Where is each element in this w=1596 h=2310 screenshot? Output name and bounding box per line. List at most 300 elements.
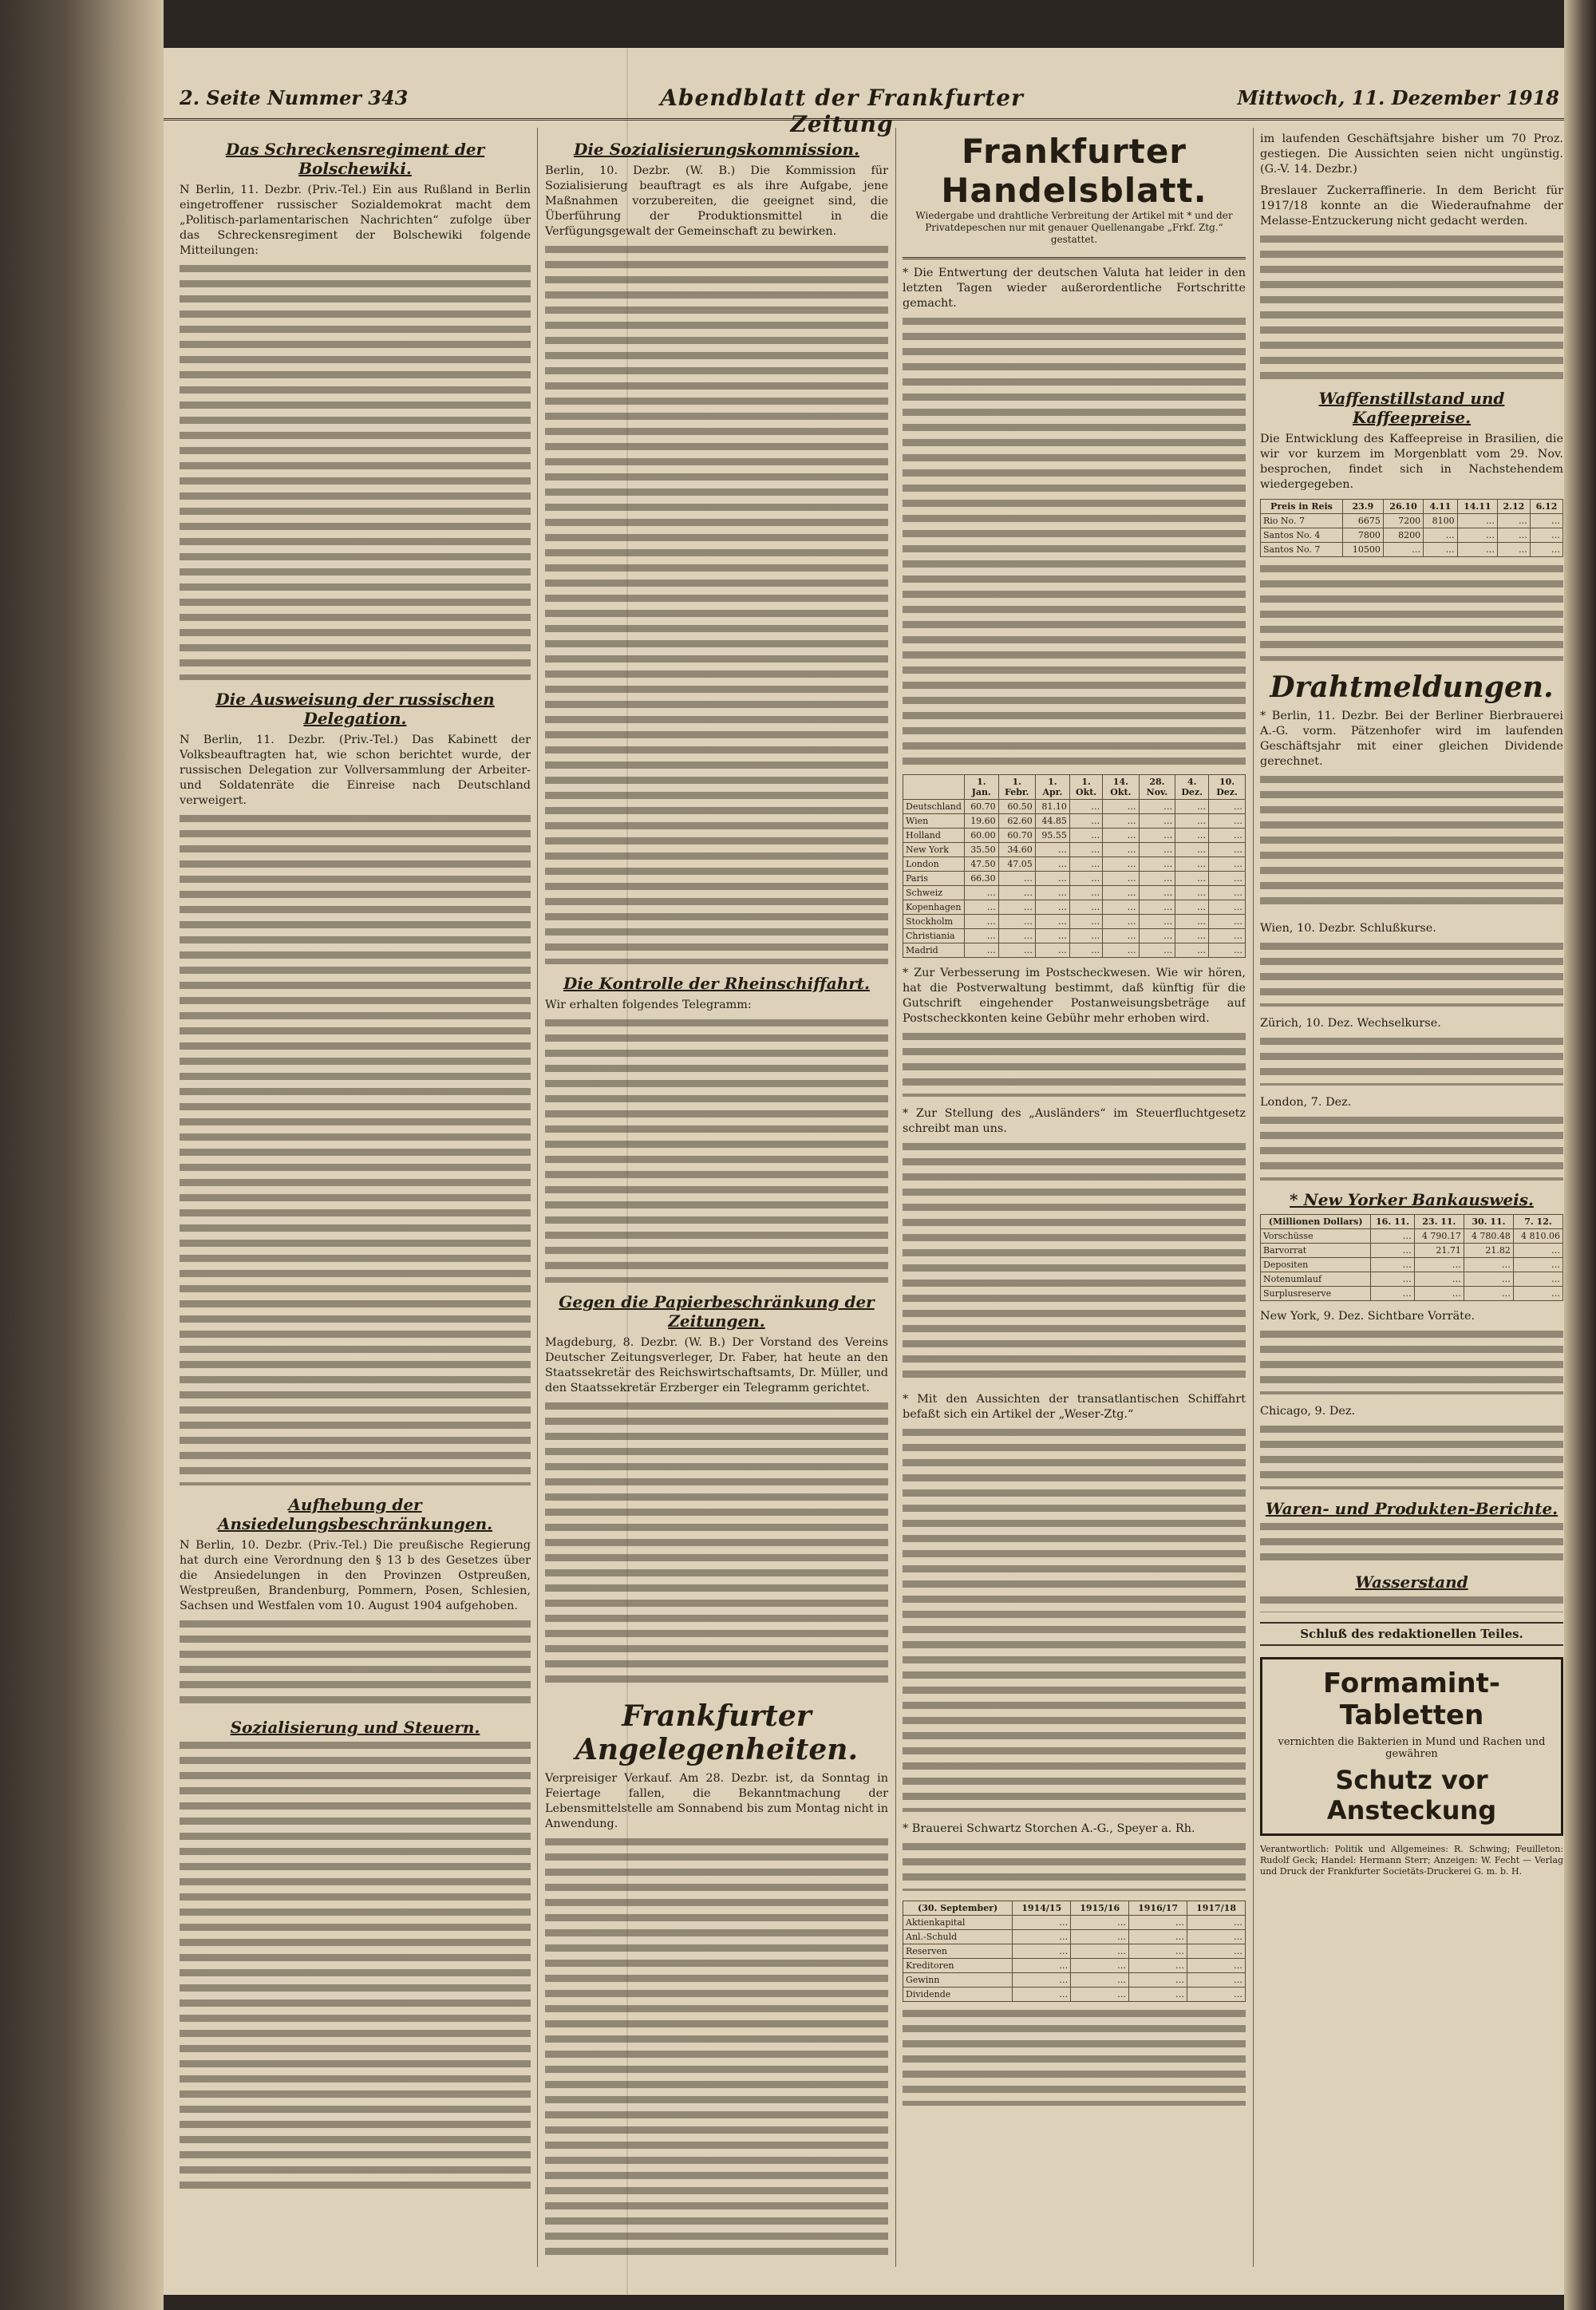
table-cell: Barvorrat	[1261, 1244, 1371, 1258]
table-cell: 81.10	[1035, 800, 1069, 814]
article-text: Wir erhalten folgendes Telegramm:	[545, 999, 752, 1011]
article-text: Breslauer Zuckerraffinerie. In dem Bericht für 1917/18 konnte an die Wiederaufnahme der Melasse-Entzuckerung nicht gedacht werden.	[1260, 184, 1563, 227]
table-cell: Rio No. 7	[1261, 514, 1343, 528]
table-cell: …	[1069, 814, 1102, 829]
imprint: Verantwortlich: Politik und Allgemeines: R. Schwing; Feuilleton: Rudolf Geck; Handel: Hermann Sterr; Anzeigen: W. Fecht — Verlag und Druck der Frankfurter Societäts-Druckerei G. m. b. H.	[1260, 1844, 1563, 1877]
column-rule	[895, 128, 896, 2267]
table-cell: …	[1209, 843, 1246, 857]
table-row	[903, 1959, 1246, 1973]
table-cell: 60.70	[998, 829, 1035, 843]
article-text: * Mit den Aussichten der transatlantischen Schiffahrt befaßt sich ein Artikel der „Weser-Ztg.“	[903, 1393, 1246, 1421]
table-header-row	[1261, 1215, 1563, 1229]
column-rule	[537, 128, 538, 2267]
article-body	[903, 1843, 1246, 1891]
table-cell: …	[1175, 900, 1209, 915]
table-row	[903, 929, 1246, 943]
table-cell: …	[1497, 528, 1530, 543]
table-cell: 7800	[1342, 528, 1383, 543]
table-row	[903, 1944, 1246, 1959]
article-text: Die Entwicklung des Kaffeepreise in Brasilien, die wir vor kurzem im Morgenblatt vom 29. Nov. besprochen, findet sich in Nachstehendem wiedergegeben.	[1260, 433, 1563, 491]
article-heading: Waffenstillstand und Kaffeepreise.	[1318, 389, 1505, 427]
table-cell: …	[1103, 943, 1139, 958]
bank-table	[1260, 1214, 1563, 1301]
table-cell: …	[1139, 929, 1175, 943]
table-cell: …	[1209, 929, 1246, 943]
article-text: Chicago, 9. Dez.	[1260, 1405, 1356, 1418]
table-cell: …	[1129, 1944, 1187, 1959]
table-cell: 21.71	[1414, 1244, 1464, 1258]
table-cell: Deutschland	[903, 800, 965, 814]
article-heading: Sozialisierung und Steuern.	[230, 1718, 480, 1737]
table-row	[903, 1988, 1246, 2002]
table-cell: Vorschüsse	[1261, 1229, 1371, 1244]
table-cell: …	[1035, 929, 1069, 943]
table-cell: …	[1209, 872, 1246, 886]
table-cell: 60.50	[998, 800, 1035, 814]
table-header-cell: 7. 12.	[1513, 1215, 1562, 1229]
table-cell: …	[1414, 1287, 1464, 1301]
table-cell: …	[1175, 886, 1209, 900]
table-cell: …	[1069, 829, 1102, 843]
table-header-cell: 4. Dez.	[1175, 775, 1209, 800]
table-header-cell: 6.12	[1530, 500, 1562, 514]
article-heading: * New Yorker Bankausweis.	[1290, 1190, 1534, 1209]
table-cell: …	[1035, 843, 1069, 857]
table-header-cell: 23.9	[1342, 500, 1383, 514]
table-header-cell: 1. Apr.	[1035, 775, 1069, 800]
table-row	[1261, 1258, 1563, 1272]
newspaper-title: Abendblatt der Frankfurter Zeitung	[660, 85, 1024, 137]
table-cell: 62.60	[998, 814, 1035, 829]
table-cell: …	[1424, 528, 1457, 543]
table-cell: Santos No. 7	[1261, 543, 1343, 557]
article-text: * Zur Verbesserung im Postscheckwesen. Wie wir hören, hat die Postverwaltung bestimmt, daß künftig für die Gutschrift eingehender Postanweisungsbeträge auf Postscheckkonten keine Gebühr mehr erhoben wird.	[903, 967, 1246, 1025]
table-cell: Schweiz	[903, 886, 965, 900]
table-row	[1261, 1244, 1563, 1258]
table-cell: …	[1103, 915, 1139, 929]
article-body	[180, 1620, 531, 1708]
article-text: Berlin, 10. Dezbr. (W. B.) Die Kommission für Sozialisierung beauftragt es als ihre Aufgabe, jene Maßnahmen vorzubereiten, die geeignet sind, die Überführung der Produktionsmittel in die Verfügungsgewalt der Gemeinschaft zu bewirken.	[545, 164, 888, 238]
table-cell: …	[1069, 872, 1102, 886]
table-cell: …	[1139, 915, 1175, 929]
table-row	[903, 814, 1246, 829]
table-header-cell: 1914/15	[1013, 1901, 1071, 1916]
table-cell: 21.82	[1464, 1244, 1513, 1258]
table-cell: …	[1103, 886, 1139, 900]
table-header-row	[1261, 500, 1563, 514]
table-cell: …	[1129, 1916, 1187, 1930]
table-cell: …	[1175, 843, 1209, 857]
table-cell: …	[1371, 1287, 1414, 1301]
table-cell: …	[1129, 1973, 1187, 1988]
table-cell: …	[1069, 900, 1102, 915]
page-header	[164, 80, 1564, 137]
table-cell: …	[1071, 1988, 1129, 2002]
table-cell: …	[1103, 829, 1139, 843]
article-body	[1260, 1117, 1563, 1181]
table-cell: …	[1129, 1959, 1187, 1973]
table-cell: 35.50	[964, 843, 998, 857]
table-row	[903, 886, 1246, 900]
table-cell: …	[1175, 915, 1209, 929]
article-text: N Berlin, 11. Dezbr. (Priv.-Tel.) Das Kabinett der Volksbeauftragten hat, wie schon berichtet wurde, der russischen Delegation zur Vollversammlung der Arbeiter- und Soldatenräte die Einreise nach Deutschland verweigert.	[180, 734, 531, 807]
article-text: N Berlin, 11. Dezbr. (Priv.-Tel.) Ein aus Rußland in Berlin eingetroffener russischer Sozialdemokrat macht dem „Politisch-parlamentarischen Nachrichten“ zufolge über das Schreckensregiment der Bolschewiki folgende Mitteilungen:	[180, 184, 531, 257]
table-header-cell: 1. Okt.	[1069, 775, 1102, 800]
table-cell: …	[1069, 943, 1102, 958]
table-header-cell: 4.11	[1424, 500, 1457, 514]
table-header-cell: 1917/18	[1187, 1901, 1246, 1916]
table-cell: …	[1013, 1930, 1071, 1944]
handelsblatt-masthead	[903, 132, 1246, 259]
table-cell: …	[1139, 857, 1175, 872]
table-header-cell: 1. Febr.	[998, 775, 1035, 800]
article-body	[180, 815, 531, 1485]
table-cell: …	[998, 943, 1035, 958]
table-header-cell: 1916/17	[1129, 1901, 1187, 1916]
table-cell: …	[1513, 1287, 1562, 1301]
table-cell: …	[1187, 1973, 1246, 1988]
table-header-cell: 28. Nov.	[1139, 775, 1175, 800]
table-cell: …	[1071, 1973, 1129, 1988]
table-cell: 4 780.48	[1464, 1229, 1513, 1244]
table-cell: Aktienkapital	[903, 1916, 1013, 1930]
table-cell: …	[1209, 900, 1246, 915]
table-row	[1261, 1229, 1563, 1244]
section-heading: Drahtmeldungen.	[1270, 670, 1554, 704]
article-body	[903, 318, 1246, 765]
table-cell: 34.60	[998, 843, 1035, 857]
table-row	[903, 800, 1246, 814]
table-cell: …	[964, 900, 998, 915]
table-cell: …	[1209, 915, 1246, 929]
article-body	[1260, 235, 1563, 379]
table-cell: 47.05	[998, 857, 1035, 872]
table-cell: …	[964, 886, 998, 900]
table-cell: Kopenhagen	[903, 900, 965, 915]
table-cell: …	[998, 886, 1035, 900]
table-row	[903, 900, 1246, 915]
masthead-note: Wiedergabe und drahtliche Verbreitung der Artikel mit * und der Privatdepeschen nur mit genauer Quellenangabe „Frkf. Ztg.“ gestattet.	[915, 210, 1233, 245]
table-cell: …	[1187, 1944, 1246, 1959]
table-cell: …	[1139, 872, 1175, 886]
table-row	[903, 943, 1246, 958]
table-header-cell: 26.10	[1383, 500, 1423, 514]
article-body	[545, 1019, 888, 1283]
article-text: * Die Entwertung der deutschen Valuta hat leider in den letzten Tagen wieder außerordentliche Fortschritte gemacht.	[903, 267, 1246, 310]
table-cell: …	[1103, 900, 1139, 915]
table-cell: …	[1530, 514, 1562, 528]
table-cell: New York	[903, 843, 965, 857]
table-cell: …	[1464, 1258, 1513, 1272]
article-body	[545, 246, 888, 964]
article-text: Wien, 10. Dezbr. Schlußkurse.	[1260, 922, 1436, 935]
table-cell: Paris	[903, 872, 965, 886]
article-heading: Gegen die Papierbeschränkung der Zeitungen.	[559, 1292, 875, 1331]
table-row	[903, 872, 1246, 886]
article-text: N Berlin, 10. Dezbr. (Priv.-Tel.) Die preußische Regierung hat durch eine Verordnung den § 13 b des Gesetzes über die Ansiedelungen in den Provinzen Ostpreußen, Westpreußen, Brandenburg, Pommern, Posen, Schlesien, Sachsen und Westfalen vom 10. August 1904 aufgehoben.	[180, 1539, 531, 1612]
article-body	[180, 265, 531, 680]
page-number: 2. Seite Nummer 343	[180, 86, 409, 109]
article-body	[903, 2010, 1246, 2106]
article-heading: Aufhebung der Ansiedelungsbeschränkungen.	[217, 1495, 493, 1533]
table-row	[903, 915, 1246, 929]
table-cell: Wien	[903, 814, 965, 829]
table-row	[903, 857, 1246, 872]
article-heading: Die Ausweisung der russischen Delegation.	[215, 690, 495, 728]
table-cell: Notenumlauf	[1261, 1272, 1371, 1287]
article-heading: Die Kontrolle der Rheinschiffahrt.	[563, 974, 871, 993]
table-cell: 44.85	[1035, 814, 1069, 829]
table-cell: …	[1139, 943, 1175, 958]
table-cell: 95.55	[1035, 829, 1069, 843]
table-cell: …	[1187, 1988, 1246, 2002]
article-text: * Zur Stellung des „Ausländers“ im Steuerfluchtgesetz schreibt man uns.	[903, 1107, 1246, 1135]
table-cell: 47.50	[964, 857, 998, 872]
table-header-row	[903, 775, 1246, 800]
table-cell: …	[1175, 814, 1209, 829]
table-cell: 60.70	[964, 800, 998, 814]
article-body	[1260, 776, 1563, 912]
table-cell: …	[1069, 800, 1102, 814]
table-row	[1261, 514, 1563, 528]
article-text: Magdeburg, 8. Dezbr. (W. B.) Der Vorstand des Vereins Deutscher Zeitungsverleger, Dr. Faber, hat heute an den Staatssekretär des Reichswirtschaftsamts, Dr. Müller, und den Staatssekretär Erzberger ein Telegramm gerichtet.	[545, 1336, 888, 1394]
article-text: Zürich, 10. Dez. Wechselkurse.	[1260, 1017, 1441, 1030]
table-row	[1261, 528, 1563, 543]
table-header-cell: (Millionen Dollars)	[1261, 1215, 1371, 1229]
table-cell: …	[1209, 857, 1246, 872]
table-cell: …	[1175, 929, 1209, 943]
table-cell: …	[1175, 857, 1209, 872]
article-body	[1260, 1038, 1563, 1086]
article-heading: Waren- und Produkten-Berichte.	[1265, 1499, 1558, 1518]
table-cell: Anl.-Schuld	[903, 1930, 1013, 1944]
table-row	[903, 829, 1246, 843]
table-cell: …	[1414, 1258, 1464, 1272]
ad-slogan: Schutz vor Ansteckung	[1326, 1765, 1497, 1825]
table-row	[903, 843, 1246, 857]
table-cell: Christiania	[903, 929, 965, 943]
table-cell: 10500	[1342, 543, 1383, 557]
table-cell: …	[1103, 814, 1139, 829]
editorial-end-note: Schluß des redaktionellen Teiles.	[1260, 1622, 1563, 1646]
article-body	[903, 1143, 1246, 1382]
table-cell: …	[1513, 1272, 1562, 1287]
article-body	[180, 1742, 531, 2189]
table-row	[1261, 543, 1563, 557]
table-cell: …	[998, 929, 1035, 943]
article-body	[903, 1429, 1246, 1812]
table-cell: Kreditoren	[903, 1959, 1013, 1973]
table-cell: …	[998, 915, 1035, 929]
table-header-cell: 30. 11.	[1464, 1215, 1513, 1229]
table-cell: …	[1175, 829, 1209, 843]
article-text: * Berlin, 11. Dezbr. Bei der Berliner Bierbrauerei A.-G. vorm. Pätzenhofer wird im laufenden Geschäftsjahr mit einer gleichen Dividende gerechnet.	[1260, 710, 1563, 768]
table-header-cell: Preis in Reis	[1261, 500, 1343, 514]
table-cell: …	[1187, 1959, 1246, 1973]
table-row	[1261, 1287, 1563, 1301]
table-cell: …	[1071, 1916, 1129, 1930]
table-cell: …	[1175, 872, 1209, 886]
table-cell: …	[1103, 857, 1139, 872]
table-cell: …	[1371, 1272, 1414, 1287]
table-cell: 8100	[1424, 514, 1457, 528]
table-cell: …	[1513, 1244, 1562, 1258]
table-header-cell: 14. Okt.	[1103, 775, 1139, 800]
table-cell: Gewinn	[903, 1973, 1013, 1988]
table-header-cell: 10. Dez.	[1209, 775, 1246, 800]
table-cell: …	[964, 915, 998, 929]
page-edge	[1564, 0, 1596, 2310]
article-body	[1260, 1426, 1563, 1489]
table-cell: 4 790.17	[1414, 1229, 1464, 1244]
table-header-cell: 16. 11.	[1371, 1215, 1414, 1229]
table-cell: 4 810.06	[1513, 1229, 1562, 1244]
book-binding	[0, 0, 164, 2310]
table-cell: …	[1013, 1916, 1071, 1930]
table-cell: …	[1069, 929, 1102, 943]
table-cell: …	[1139, 886, 1175, 900]
table-cell: Depositen	[1261, 1258, 1371, 1272]
column-3	[903, 132, 1246, 2255]
table-cell: Reserven	[903, 1944, 1013, 1959]
table-cell: …	[1035, 857, 1069, 872]
valuta-table	[903, 774, 1246, 958]
table-cell: …	[964, 943, 998, 958]
article-body	[1260, 1331, 1563, 1394]
table-header-cell: 1915/16	[1071, 1901, 1129, 1916]
table-cell: …	[1035, 886, 1069, 900]
table-cell: …	[1371, 1229, 1414, 1244]
table-cell: Dividende	[903, 1988, 1013, 2002]
kaffee-table	[1260, 499, 1563, 557]
table-header-cell: 23. 11.	[1414, 1215, 1464, 1229]
table-header-cell: 14.11	[1457, 500, 1497, 514]
column-4	[1260, 132, 1563, 2255]
table-cell: …	[998, 900, 1035, 915]
article-body	[545, 1838, 888, 2255]
table-cell: …	[1035, 943, 1069, 958]
table-header-cell: 1. Jan.	[964, 775, 998, 800]
article-text: New York, 9. Dez. Sichtbare Vorräte.	[1260, 1310, 1476, 1323]
table-cell: 60.00	[964, 829, 998, 843]
table-cell: …	[1103, 929, 1139, 943]
table-cell: …	[1513, 1258, 1562, 1272]
newspaper-page	[164, 48, 1564, 2295]
table-cell: …	[1103, 800, 1139, 814]
table-cell: …	[1103, 872, 1139, 886]
table-cell: …	[1071, 1959, 1129, 1973]
table-cell: …	[1071, 1930, 1129, 1944]
table-cell: …	[1209, 886, 1246, 900]
formamint-advertisement	[1260, 1657, 1563, 1836]
table-cell: …	[1497, 543, 1530, 557]
masthead-title: Frankfurter Handelsblatt.	[941, 132, 1207, 210]
table-row	[1261, 1272, 1563, 1287]
table-cell: …	[1457, 514, 1497, 528]
article-text: * Brauerei Schwartz Storchen A.-G., Speyer a. Rh.	[903, 1822, 1195, 1835]
article-body	[903, 1033, 1246, 1097]
table-cell: …	[1175, 800, 1209, 814]
ad-title: Formamint-Tabletten	[1323, 1667, 1500, 1731]
table-cell: …	[1129, 1930, 1187, 1944]
table-cell: …	[1209, 814, 1246, 829]
table-cell: …	[1139, 829, 1175, 843]
table-cell: 19.60	[964, 814, 998, 829]
table-row	[903, 1930, 1246, 1944]
table-header-row	[903, 1901, 1246, 1916]
table-cell: …	[1071, 1944, 1129, 1959]
table-cell: …	[1497, 514, 1530, 528]
column-1	[180, 132, 531, 2255]
table-cell: …	[1371, 1244, 1414, 1258]
column-2	[545, 132, 888, 2255]
table-cell: …	[1383, 543, 1423, 557]
table-cell: …	[1035, 872, 1069, 886]
table-cell: …	[1209, 943, 1246, 958]
table-cell: 8200	[1383, 528, 1423, 543]
article-heading: Die Sozialisierungskommission.	[573, 140, 860, 159]
table-cell: …	[998, 872, 1035, 886]
article-text: London, 7. Dez.	[1260, 1096, 1352, 1109]
table-cell: …	[1139, 800, 1175, 814]
table-cell: …	[1414, 1272, 1464, 1287]
article-body	[545, 1402, 888, 1690]
table-cell: …	[1103, 843, 1139, 857]
table-cell: …	[1139, 843, 1175, 857]
table-cell: …	[1139, 814, 1175, 829]
table-cell: 6675	[1342, 514, 1383, 528]
table-cell: …	[1530, 528, 1562, 543]
table-header-cell: 2.12	[1497, 500, 1530, 514]
table-cell: …	[1129, 1988, 1187, 2002]
table-cell: …	[1209, 829, 1246, 843]
table-cell: Holland	[903, 829, 965, 843]
table-cell: …	[1069, 843, 1102, 857]
table-cell: …	[964, 929, 998, 943]
table-cell: …	[1530, 543, 1562, 557]
article-text: Verpreisiger Verkauf. Am 28. Dezbr. ist, da Sonntag in Feiertage fallen, die Bekanntmachung der Lebensmittelstelle am Sonnabend bis zum Montag nicht in Anwendung.	[545, 1772, 888, 1830]
table-header-cell: (30. September)	[903, 1901, 1013, 1916]
table-cell: …	[1209, 800, 1246, 814]
table-cell: …	[1013, 1973, 1071, 1988]
table-cell: …	[1371, 1258, 1414, 1272]
article-heading: Das Schreckensregiment der Bolschewiki.	[225, 140, 485, 178]
table-cell: …	[1035, 900, 1069, 915]
table-cell: …	[1013, 1988, 1071, 2002]
table-cell: Surplusreserve	[1261, 1287, 1371, 1301]
article-heading: Wasserstand	[1355, 1572, 1468, 1592]
table-row	[903, 1973, 1246, 1988]
table-header-cell	[903, 775, 965, 800]
table-cell: …	[1139, 900, 1175, 915]
table-cell: …	[1175, 943, 1209, 958]
table-cell: …	[1457, 528, 1497, 543]
table-cell: …	[1464, 1287, 1513, 1301]
table-cell: …	[1069, 857, 1102, 872]
table-cell: …	[1457, 543, 1497, 557]
article-body	[1260, 943, 1563, 1007]
ad-text: vernichten die Bakterien in Mund und Rachen und gewähren	[1278, 1736, 1546, 1760]
table-cell: …	[1069, 915, 1102, 929]
issue-date: Mittwoch, 11. Dezember 1918	[1237, 86, 1559, 109]
article-text: im laufenden Geschäftsjahre bisher um 70 Proz. gestiegen. Die Aussichten seien nicht ungünstig. (G.-V. 14. Dezbr.)	[1260, 133, 1563, 176]
column-rule	[1253, 128, 1254, 2267]
table-cell: …	[1464, 1272, 1513, 1287]
table-cell: Madrid	[903, 943, 965, 958]
table-cell: 7200	[1383, 514, 1423, 528]
table-cell: London	[903, 857, 965, 872]
table-cell: 66.30	[964, 872, 998, 886]
